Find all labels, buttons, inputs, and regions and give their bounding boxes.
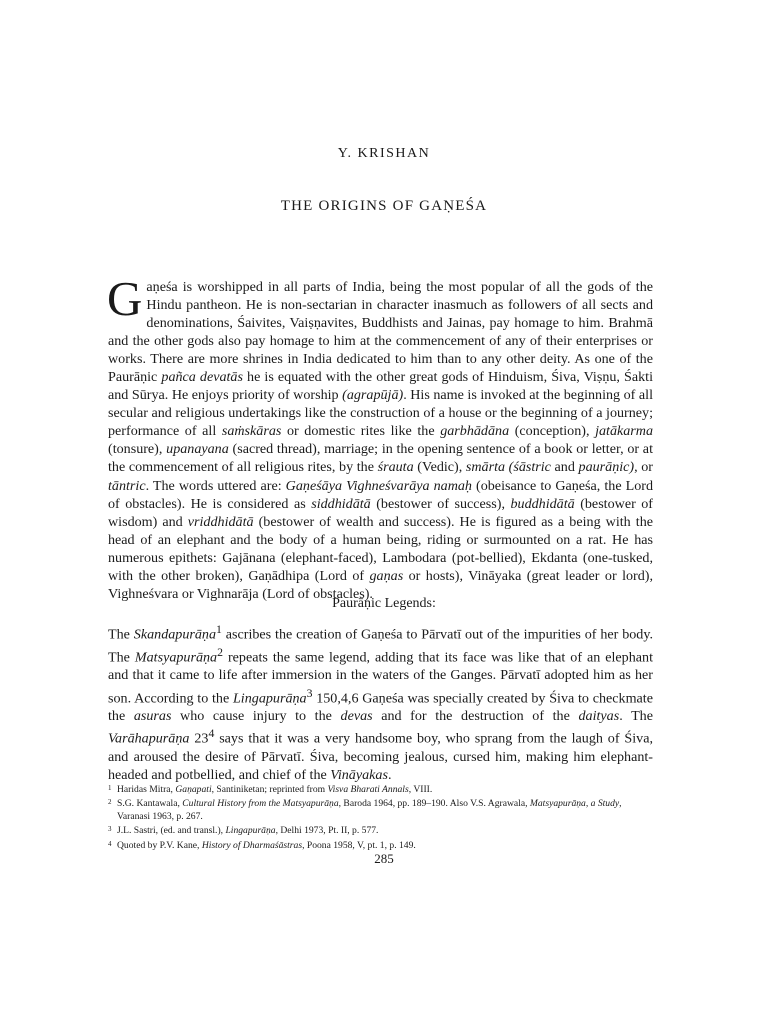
italic-term: Vināyakas [330, 767, 388, 784]
italic-term: Lingapurāṇa [232, 690, 307, 707]
italic-term: paurāṇic) [578, 459, 635, 476]
text-run: who cause injury to the [171, 708, 341, 725]
text-run: (conception), [509, 423, 596, 440]
text-run: he is equated with the other great gods of Hinduism, Śiva, Viṣṇu, Śakti and Sūrya. He enjoys priority of worship [108, 369, 653, 404]
italic-term: vriddhidātā [187, 513, 254, 530]
italic-term: pañca devatās [161, 369, 243, 386]
italic-term: Matsyapurāṇa [134, 649, 218, 666]
note-italic: Gaṇapati [175, 784, 212, 795]
italic-term: upanayana [166, 441, 229, 458]
text-run: or hosts), Vināyaka (great leader or lord), Vighneśvara or Vighnarāja (Lord of obstacles). [108, 567, 653, 602]
text-run: (sacred thread), marriage; in the opening sentence of a book or letter, or at the commencement of all religious rites, by the [108, 441, 653, 476]
italic-term: gaṇas [369, 567, 404, 584]
footnote [108, 838, 653, 852]
text-run: , or [634, 459, 653, 476]
footnote-number: 4 [108, 839, 112, 848]
note-italic: Lingapurāṇa [225, 825, 276, 837]
text-run: The [108, 626, 134, 643]
text-run: (Vedic), [413, 459, 466, 476]
italic-term: buddhidātā [510, 495, 575, 512]
footnote-number: 3 [108, 825, 112, 834]
italic-term: siddhidātā [311, 495, 371, 512]
note-italic: History of Dharmaśāstras [201, 839, 303, 851]
text-run: . [387, 767, 392, 784]
note-text: S.G. Kantawala, [117, 798, 183, 810]
note-text: , VIII. [408, 784, 433, 795]
italic-term: śrauta [377, 459, 414, 476]
italic-term: Varāhapurāṇa [108, 730, 190, 747]
note-italic: Cultural History from the Matsyapurāṇa [182, 798, 339, 810]
footnote-number: 2 [108, 798, 112, 807]
note-text: J.L. Sastri, (ed. and transl.), [117, 825, 226, 837]
italic-term: saṁskāras [221, 423, 282, 440]
italic-term: asuras [133, 708, 172, 725]
note-text: , Baroda 1964, pp. 189–190. Also V.S. Agrawala, [338, 798, 530, 810]
text-run: . His name is invoked at the beginning of all secular and religious undertakings like the construction of a house or the beginning of a journey; performance of all [108, 387, 653, 440]
text-run: 150,4,6 Gaṇeśa was specially created by Śiva to checkmate the [108, 690, 653, 725]
text-run: and [550, 459, 579, 476]
footnotes [108, 782, 653, 852]
footnote [108, 782, 653, 796]
text-run: 23 [189, 730, 209, 747]
footnote-ref[interactable]: 1 [216, 623, 222, 636]
intro-paragraph [107, 271, 654, 603]
text-run: (obeisance to Gaṇeśa, the Lord of obstacles). He is considered as [108, 477, 654, 512]
page-number: 285 [374, 851, 394, 866]
footnote [108, 796, 653, 823]
note-text: Quoted by P.V. Kane, [117, 839, 202, 851]
note-text: , Santiniketan; reprinted from [211, 784, 328, 795]
section-heading: Paurāṇic Legends: [332, 596, 436, 611]
note-italic: Matsyapurāṇa, a Study [529, 798, 620, 810]
italic-term: devas [340, 708, 373, 725]
text-run: . The [619, 708, 653, 725]
italic-term: tāntric [108, 477, 146, 494]
italic-term: smārta (śāstric [465, 459, 551, 476]
note-text: , Poona 1958, V, pt. 1, p. 149. [302, 839, 416, 851]
text-run: (bestower of wealth and success). He is figured as a being with the head of an elephant and the body of a human being, riding or surmounted on a rat. He has numerous epithets: Gajānana (elephant-faced), Lambodara (pot-bellied), Ekdanta (one-tusked, with the other broken), Gaṇādhipa (Lord of [108, 513, 653, 584]
note-text: , Varanasi 1963, p. 267. [117, 798, 622, 822]
drop-cap: G [107, 271, 143, 326]
note-text: , Delhi 1973, Pt. II, p. 577. [275, 825, 379, 837]
article-title: THE ORIGINS OF GAṆEŚA [280, 198, 488, 214]
italic-term: garbhādāna [440, 423, 510, 440]
text-run: (bestower of wisdom) and [108, 495, 653, 530]
footnote-number: 1 [108, 784, 112, 792]
text-run: and for the destruction of the [372, 708, 579, 725]
text-run: aṇeśa is worshipped in all parts of India, being the most popular of all the gods of the Hindu pantheon. He is non-sectarian in character inasmuch as followers of all sects and denominations, Śaivites, Vaiṣṇavites, Buddhists and Jainas, pay homage to him. Brahmā and the other gods also pay homage to him at the commencement of any of their enterprises or works. There are more shrines in India dedicated to him than to any other deity. As one of the Paurāṇic [108, 279, 653, 386]
note-text: Haridas Mitra, [117, 784, 176, 795]
legends-paragraph [108, 621, 653, 784]
text-run: says that it was a very handsome boy, who sprang from the laugh of Śiva, and aroused the desire of Pārvatī. Śiva, becoming jealous, cursed him, making him elephant-headed and potbellied, and chief of the [108, 730, 653, 784]
note-italic: Visva Bharati Annals [327, 784, 409, 795]
text-run: ascribes the creation of Gaṇeśa to Pārvatī out of the impurities of her body. The [108, 626, 653, 666]
text-run: repeats the same legend, adding that its face was like that of an elephant and that it came to life after immersion in the waters of the Ganges. Pārvatī adopted him as her son. According to the [108, 649, 653, 707]
text-run: or domestic rites like the [281, 423, 441, 440]
italic-term: Skandapurāṇa [133, 626, 217, 643]
italic-term: (agrapūjā) [342, 387, 404, 404]
italic-term: Gaṇeśāya Vighneśvarāya namaḥ [285, 477, 472, 494]
footnote-ref[interactable]: 3 [306, 686, 313, 700]
author-name: Y. KRISHAN [337, 146, 431, 161]
footnote [108, 823, 653, 837]
italic-term: jatākarma [595, 423, 654, 440]
footnote-ref[interactable]: 2 [217, 645, 223, 659]
text-run: (bestower of success), [370, 495, 511, 512]
text-run: (tonsure), [108, 441, 167, 458]
text-run: . The words uttered are: [145, 477, 286, 494]
italic-term: daityas [578, 708, 620, 725]
footnote-ref[interactable]: 4 [208, 727, 215, 741]
